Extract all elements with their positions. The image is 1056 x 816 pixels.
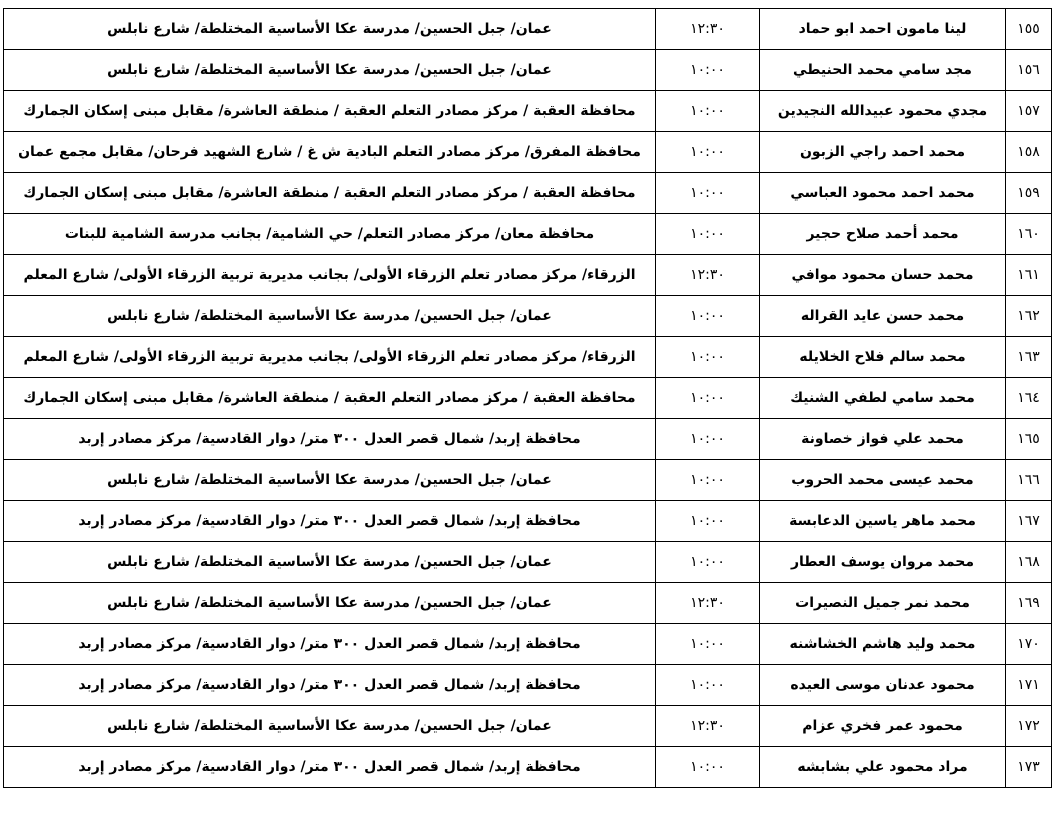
exam-time: ١٠:٠٠ — [656, 296, 760, 337]
table-row — [4, 50, 1052, 91]
table-row — [4, 583, 1052, 624]
table-row — [4, 542, 1052, 583]
exam-location: محافظة العقبة / مركز مصادر التعلم العقبة / منطقة العاشرة/ مقابل مبنى إسكان الجمارك — [4, 173, 656, 214]
exam-location: عمان/ جبل الحسين/ مدرسة عكا الأساسية المختلطة/ شارع نابلس — [4, 542, 656, 583]
exam-location: محافظة المفرق/ مركز مصادر التعلم البادية ش غ / شارع الشهيد فرحان/ مقابل مجمع عمان — [4, 132, 656, 173]
table-row — [4, 501, 1052, 542]
exam-time: ١٢:٣٠ — [656, 255, 760, 296]
exam-location: عمان/ جبل الحسين/ مدرسة عكا الأساسية المختلطة/ شارع نابلس — [4, 706, 656, 747]
table-row — [4, 91, 1052, 132]
table-row — [4, 132, 1052, 173]
exam-location: عمان/ جبل الحسين/ مدرسة عكا الأساسية المختلطة/ شارع نابلس — [4, 9, 656, 50]
exam-time: ١٠:٠٠ — [656, 50, 760, 91]
table-row — [4, 9, 1052, 50]
exam-location: محافظة إربد/ شمال قصر العدل ٣٠٠ متر/ دوار القادسية/ مركز مصادر إربد — [4, 419, 656, 460]
row-number: ١٦٣ — [1006, 337, 1052, 378]
exam-location: محافظة إربد/ شمال قصر العدل ٣٠٠ متر/ دوار القادسية/ مركز مصادر إربد — [4, 665, 656, 706]
candidate-name: لينا مامون احمد ابو حماد — [760, 9, 1006, 50]
exam-time: ١٠:٠٠ — [656, 747, 760, 788]
table-row — [4, 624, 1052, 665]
row-number: ١٥٧ — [1006, 91, 1052, 132]
row-number: ١٥٨ — [1006, 132, 1052, 173]
exam-location: عمان/ جبل الحسين/ مدرسة عكا الأساسية المختلطة/ شارع نابلس — [4, 296, 656, 337]
exam-time: ١٠:٠٠ — [656, 91, 760, 132]
row-number: ١٦٩ — [1006, 583, 1052, 624]
row-number: ١٦٢ — [1006, 296, 1052, 337]
candidate-name: محمد حسان محمود موافي — [760, 255, 1006, 296]
exam-time: ١٠:٠٠ — [656, 337, 760, 378]
table-row — [4, 665, 1052, 706]
exam-location: محافظة إربد/ شمال قصر العدل ٣٠٠ متر/ دوار القادسية/ مركز مصادر إربد — [4, 747, 656, 788]
table-row — [4, 419, 1052, 460]
candidate-name: محمد علي فواز خصاونة — [760, 419, 1006, 460]
candidate-name: محمود عدنان موسى العيده — [760, 665, 1006, 706]
schedule-table-body — [4, 9, 1052, 788]
candidate-name: مجد سامي محمد الحنيطي — [760, 50, 1006, 91]
exam-time: ١٠:٠٠ — [656, 542, 760, 583]
exam-time: ١٠:٠٠ — [656, 501, 760, 542]
row-number: ١٧١ — [1006, 665, 1052, 706]
candidate-name: محمد مروان يوسف العطار — [760, 542, 1006, 583]
candidate-name: محمد ماهر ياسين الدعابسة — [760, 501, 1006, 542]
exam-time: ١٢:٣٠ — [656, 9, 760, 50]
table-row — [4, 214, 1052, 255]
exam-location: محافظة إربد/ شمال قصر العدل ٣٠٠ متر/ دوار القادسية/ مركز مصادر إربد — [4, 624, 656, 665]
exam-time: ١٠:٠٠ — [656, 132, 760, 173]
exam-time: ١٢:٣٠ — [656, 706, 760, 747]
exam-schedule-table — [3, 8, 1052, 788]
candidate-name: محمد احمد راجي الزبون — [760, 132, 1006, 173]
row-number: ١٦٤ — [1006, 378, 1052, 419]
row-number: ١٦٥ — [1006, 419, 1052, 460]
row-number: ١٧٢ — [1006, 706, 1052, 747]
candidate-name: محمد سالم فلاح الخلايله — [760, 337, 1006, 378]
exam-time: ١٠:٠٠ — [656, 214, 760, 255]
row-number: ١٦٨ — [1006, 542, 1052, 583]
row-number: ١٦١ — [1006, 255, 1052, 296]
candidate-name: محمد احمد محمود العباسي — [760, 173, 1006, 214]
candidate-name: مجدي محمود عبيدالله النجيدين — [760, 91, 1006, 132]
exam-time: ١٠:٠٠ — [656, 378, 760, 419]
exam-location: عمان/ جبل الحسين/ مدرسة عكا الأساسية المختلطة/ شارع نابلس — [4, 50, 656, 91]
candidate-name: محمد نمر جميل النصيرات — [760, 583, 1006, 624]
exam-location: عمان/ جبل الحسين/ مدرسة عكا الأساسية المختلطة/ شارع نابلس — [4, 460, 656, 501]
table-row — [4, 337, 1052, 378]
exam-time: ١٢:٣٠ — [656, 583, 760, 624]
candidate-name: محمد حسن عايد القراله — [760, 296, 1006, 337]
table-row — [4, 706, 1052, 747]
row-number: ١٦٦ — [1006, 460, 1052, 501]
row-number: ١٦٧ — [1006, 501, 1052, 542]
candidate-name: محمود عمر فخري عزام — [760, 706, 1006, 747]
exam-time: ١٠:٠٠ — [656, 460, 760, 501]
candidate-name: محمد عيسى محمد الحروب — [760, 460, 1006, 501]
exam-location: محافظة إربد/ شمال قصر العدل ٣٠٠ متر/ دوار القادسية/ مركز مصادر إربد — [4, 501, 656, 542]
exam-location: محافظة معان/ مركز مصادر التعلم/ حي الشامية/ بجانب مدرسة الشامية للبنات — [4, 214, 656, 255]
table-row — [4, 460, 1052, 501]
table-row — [4, 255, 1052, 296]
exam-location: الزرقاء/ مركز مصادر تعلم الزرقاء الأولى/ بجانب مديرية تربية الزرقاء الأولى/ شارع المعلم — [4, 255, 656, 296]
row-number: ١٧٠ — [1006, 624, 1052, 665]
exam-location: عمان/ جبل الحسين/ مدرسة عكا الأساسية المختلطة/ شارع نابلس — [4, 583, 656, 624]
row-number: ١٥٩ — [1006, 173, 1052, 214]
exam-time: ١٠:٠٠ — [656, 419, 760, 460]
candidate-name: محمد سامي لطفي الشنيك — [760, 378, 1006, 419]
exam-time: ١٠:٠٠ — [656, 173, 760, 214]
exam-location: محافظة العقبة / مركز مصادر التعلم العقبة / منطقة العاشرة/ مقابل مبنى إسكان الجمارك — [4, 91, 656, 132]
table-row — [4, 173, 1052, 214]
exam-location: الزرقاء/ مركز مصادر تعلم الزرقاء الأولى/ بجانب مديرية تربية الزرقاء الأولى/ شارع المعلم — [4, 337, 656, 378]
exam-location: محافظة العقبة / مركز مصادر التعلم العقبة / منطقة العاشرة/ مقابل مبنى إسكان الجمارك — [4, 378, 656, 419]
table-row — [4, 378, 1052, 419]
candidate-name: محمد أحمد صلاح حجير — [760, 214, 1006, 255]
row-number: ١٦٠ — [1006, 214, 1052, 255]
row-number: ١٧٣ — [1006, 747, 1052, 788]
table-row — [4, 747, 1052, 788]
row-number: ١٥٦ — [1006, 50, 1052, 91]
exam-time: ١٠:٠٠ — [656, 624, 760, 665]
row-number: ١٥٥ — [1006, 9, 1052, 50]
exam-time: ١٠:٠٠ — [656, 665, 760, 706]
table-row — [4, 296, 1052, 337]
candidate-name: محمد وليد هاشم الخشاشنه — [760, 624, 1006, 665]
candidate-name: مراد محمود علي بشابشه — [760, 747, 1006, 788]
